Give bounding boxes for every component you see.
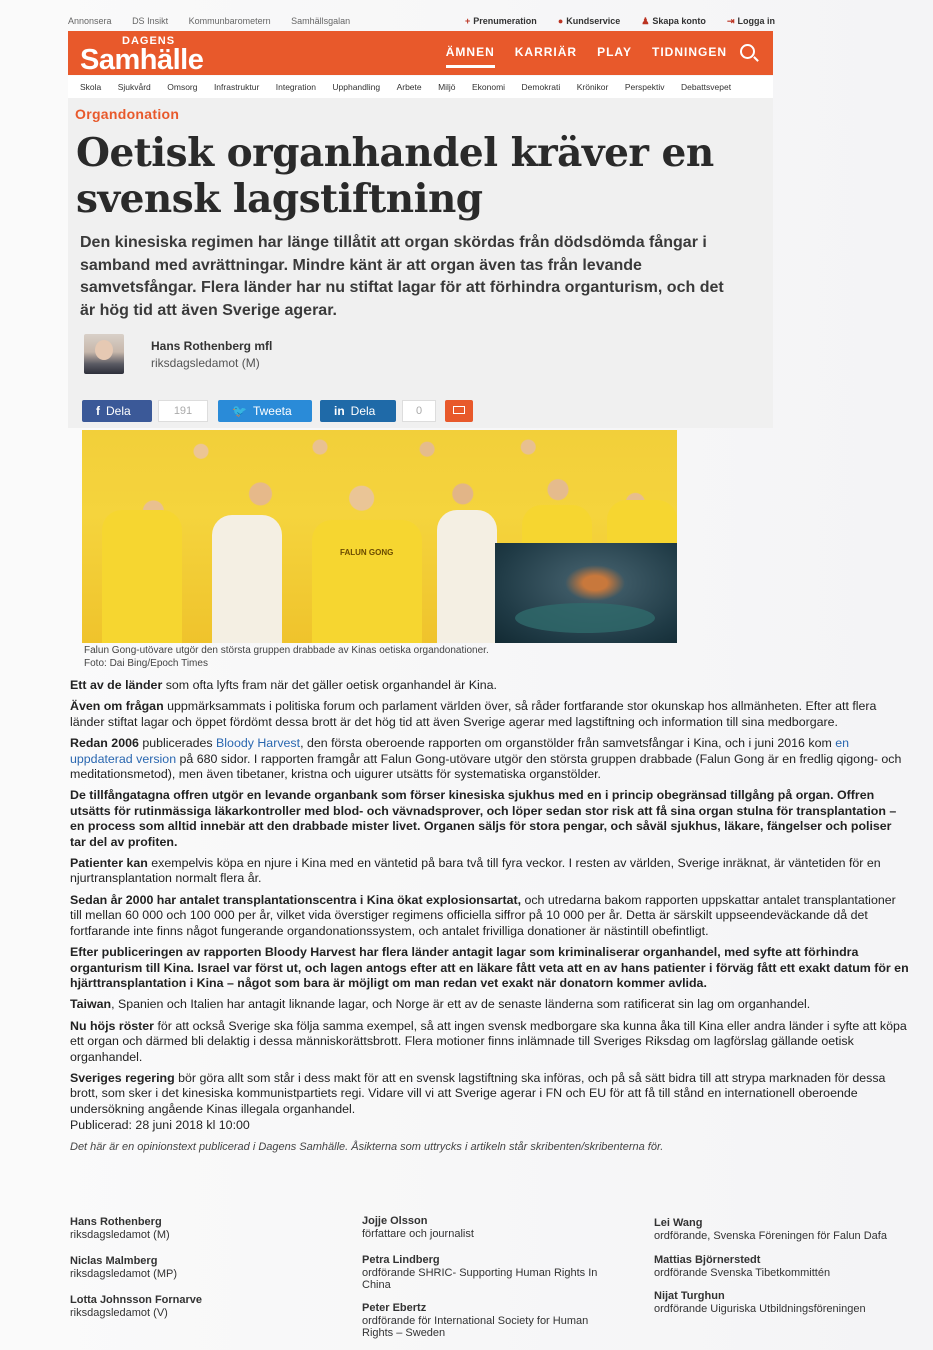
category-link[interactable]: Upphandling [332, 82, 381, 92]
updated-version-link[interactable]: en uppdaterad version [70, 736, 850, 766]
author-name: Hans Rothenberg mfl [151, 339, 273, 353]
logo-big: Samhälle [80, 44, 204, 76]
photo-figure [212, 515, 282, 643]
nav-tidningen[interactable]: TIDNINGEN [652, 45, 727, 59]
paragraph: Sedan år 2000 har antalet transplantationscentra i Kina ökat explosionsartat, och utredarna bakom rapporten uppskattar antalet transplantationer till mellan 60 000 och 100 000 per år, vilket vida överstiger regimens officiella siffror på 10 000 per år. Detta är särskilt uppseendeväckande då det fortfarande inte finns något fungerande organdonationssystem, och antalet frivilliga donationer är nästintill obefintligt. [70, 892, 896, 938]
signatory: Lei Wang ordförande, Svenska Föreningen för Falun Dafa [654, 1217, 887, 1242]
category-link[interactable]: Skola [80, 82, 102, 92]
bloody-harvest-link[interactable]: Bloody Harvest [216, 736, 301, 751]
paragraph: Ett av de länder som ofta lyfts fram när det gäller oetisk organhandel är Kina. [70, 678, 497, 692]
article-title: Oetisk organhandel kräver en svensk lagstiftning [76, 130, 714, 222]
category-link[interactable]: Omsorg [167, 82, 198, 92]
category-link[interactable]: Demokrati [521, 82, 561, 92]
signatory: Petra Lindberg ordförande SHRIC- Supporting Human Rights In China [362, 1254, 598, 1291]
caption-text: Falun Gong-utövare utgör den största gruppen drabbade av Kinas oetiska organdonationer. [84, 645, 489, 656]
signatory: Niclas Malmberg riksdagsledamot (MP) [70, 1255, 177, 1280]
plus-icon: + [465, 16, 471, 26]
signatory: Nijat Turghun ordförande Uiguriska Utbildningsföreningen [654, 1290, 866, 1315]
signatory: Hans Rothenberg riksdagsledamot (M) [70, 1216, 170, 1241]
util-link[interactable]: Kommunbarometern [188, 16, 271, 26]
main-nav [446, 45, 727, 68]
logo-small: DAGENS [122, 35, 176, 47]
util-link[interactable]: Annonsera [68, 16, 112, 26]
facebook-icon: f [96, 404, 100, 418]
article-lead: Den kinesiska regimen har länge tillåtit att organ skördas från dödsdömda fångar i samband med avrättningar. Mindre känt är att organ även tas från levande samvetsfångar. Flera länder har nu stiftat lagar för att förhindra organturism, och det är hög tid att även Sverige agerar. [80, 234, 724, 319]
signatory: Jojje Olsson författare och journalist [362, 1215, 474, 1240]
photo-figure [312, 520, 422, 643]
caption-credit: Foto: Dai Bing/Epoch Times [84, 657, 208, 669]
article-kicker[interactable]: Organdonation [75, 106, 180, 122]
opinion-disclaimer: Det här är en opinionstext publicerad i Dagens Samhälle. Åsikterna som uttrycks i artikeln står skribenten/skribenterna för. [70, 1140, 664, 1153]
twitter-share-button[interactable]: 🐦 Tweeta [218, 400, 312, 422]
shirt-text: FALUN GONG [340, 548, 394, 557]
paragraph: Patienter kan exempelvis köpa en njure i Kina med en väntetid på bara två till fyra veckor. I resten av världen, Sverige inräknat, är väntetiden för en njurtransplantation normalt flera år. [70, 856, 881, 886]
search-icon[interactable] [740, 44, 755, 59]
site-logo[interactable] [80, 36, 203, 74]
category-link[interactable]: Integration [275, 82, 316, 92]
paragraph: Nu höjs röster för att också Sverige ska följa samma exempel, så att ingen svensk medborgare ska kunna åka till Kina eller andra länder i syfte att köpa ett organ och därmed bli delaktig i dessa människorättsbrott. Flera motioner finns inlämnade till Sveriges Riksdag om lagförslag gällande oetisk organhandel. [70, 1018, 907, 1064]
customer-service-link[interactable]: ● Kundservice [557, 16, 621, 26]
paragraph: De tillfångatagna offren utgör en levande organbank som förser kinesiska sjukhus med en i princip obegränsad tillgång på organ. Offren utsätts för rutinmässiga läkarkontroller med blod- och vävnadsprover, och löper sedan stor risk att få sina organ stulna för transplantation – en process som alltid innebär att den drabbade mister livet. Organen säljs för stora pengar, och såväl sjukhus, läkare, fängelser och poliser tar del av profiten. [70, 788, 897, 849]
signatory: Lotta Johnsson Fornarve riksdagsledamot (V) [70, 1294, 203, 1319]
category-link[interactable]: Perspektiv [624, 82, 665, 92]
published-date: Publicerad: 28 juni 2018 kl 10:00 [70, 1118, 250, 1133]
photo-figure [102, 510, 182, 643]
account-actions [465, 16, 775, 27]
nav-karriar[interactable]: KARRIÄR [514, 45, 578, 59]
util-link[interactable]: Samhällsgalan [291, 16, 351, 26]
subscribe-link[interactable]: + Prenumeration [465, 16, 537, 26]
paragraph: Även om frågan uppmärksammats i politiska forum och parlament världen över, så råder fortfarande stor okunskap hos allmänheten. Efter att flera länder stiftat lagar och öppet fördömt dessa brott är det hög tid att även Sverige agerar med lagstiftning och information till sina medborgare. [70, 699, 877, 729]
photo-figure [437, 510, 497, 643]
author-role: riksdagsledamot (M) [151, 356, 260, 370]
linkedin-share-button[interactable]: in Dela [320, 400, 396, 422]
signatory: Mattias Björnerstedt ordförande Svenska Tibetkommittén [654, 1254, 831, 1279]
surgery-inset-photo [495, 543, 677, 643]
photo-caption [84, 645, 684, 670]
article-body [70, 678, 910, 1161]
category-link[interactable]: Infrastruktur [213, 82, 260, 92]
category-link[interactable]: Ekonomi [472, 82, 506, 92]
login-link[interactable]: ⇥ Logga in [726, 16, 775, 26]
user-icon: ♟ [641, 16, 650, 26]
info-icon: ● [557, 16, 564, 26]
util-link[interactable]: DS Insikt [132, 16, 169, 26]
category-bar [68, 76, 773, 99]
category-link[interactable]: Debattsvepet [680, 82, 732, 92]
login-icon: ⇥ [726, 16, 735, 26]
site-header [68, 31, 773, 75]
twitter-icon: 🐦 [232, 404, 247, 418]
facebook-share-button[interactable]: f Dela [82, 400, 152, 422]
linkedin-icon: in [334, 404, 345, 418]
category-link[interactable]: Krönikor [576, 82, 609, 92]
category-link[interactable]: Miljö [438, 82, 456, 92]
author-avatar [84, 334, 124, 374]
category-link[interactable]: Arbete [396, 82, 422, 92]
paragraph: Taiwan, Spanien och Italien har antagit liknande lagar, och Norge är ett av de senaste länderna som ratificerat sin lag om organhandel. [70, 997, 811, 1012]
signatory: Peter Ebertz ordförande för International Society for Human Rights – Sweden [362, 1302, 589, 1339]
nav-play[interactable]: PLAY [597, 45, 632, 59]
nav-amnen[interactable]: ÄMNEN [446, 45, 495, 68]
paragraph: Sveriges regering bör göra allt som står i dess makt för att en svensk lagstiftning ska införas, och på så sätt bidra till att strypa marknaden för dessa brott, som sker i det kinesiska kommunistpartiets regi. Vidare vill vi att Sverige agerar i FN och EU för att få till stånd en internationell oberoende undersökning angående Kinas illegala organhandel. [70, 1070, 886, 1116]
email-share-icon[interactable] [445, 400, 473, 422]
paragraph: Efter publiceringen av rapporten Bloody Harvest har flera länder antagit lagar som kriminaliserar organhandel, med syfte att förhindra organturism till Kina. Israel var först ut, och lagen antogs efter att en läkare fått veta att en av hans patienter i förväg fått ett exakt datum för en hjärttransplantation i Kina – något som bara är möjligt om man redan vet exakt när donatorn kommer avlida. [70, 945, 909, 990]
create-account-link[interactable]: ♟ Skapa konto [641, 16, 706, 26]
linkedin-share-count: 0 [402, 400, 436, 422]
paragraph: Redan 2006 publicerades Bloody Harvest, den första oberoende rapporten om organstölder från samvetsfångar i Kina, och i juni 2016 kom en uppdaterad version på 680 sidor. I rapporten framgår att Falun Gong-utövare utgör den största gruppen drabbade (Falun Gong är en fredlig qigong- och meditationsmetod), men även tibetaner, kristna och uigurer utsätts för systematiska organstölder. [70, 736, 902, 782]
facebook-share-count: 191 [158, 400, 208, 422]
category-link[interactable]: Sjukvård [117, 82, 151, 92]
